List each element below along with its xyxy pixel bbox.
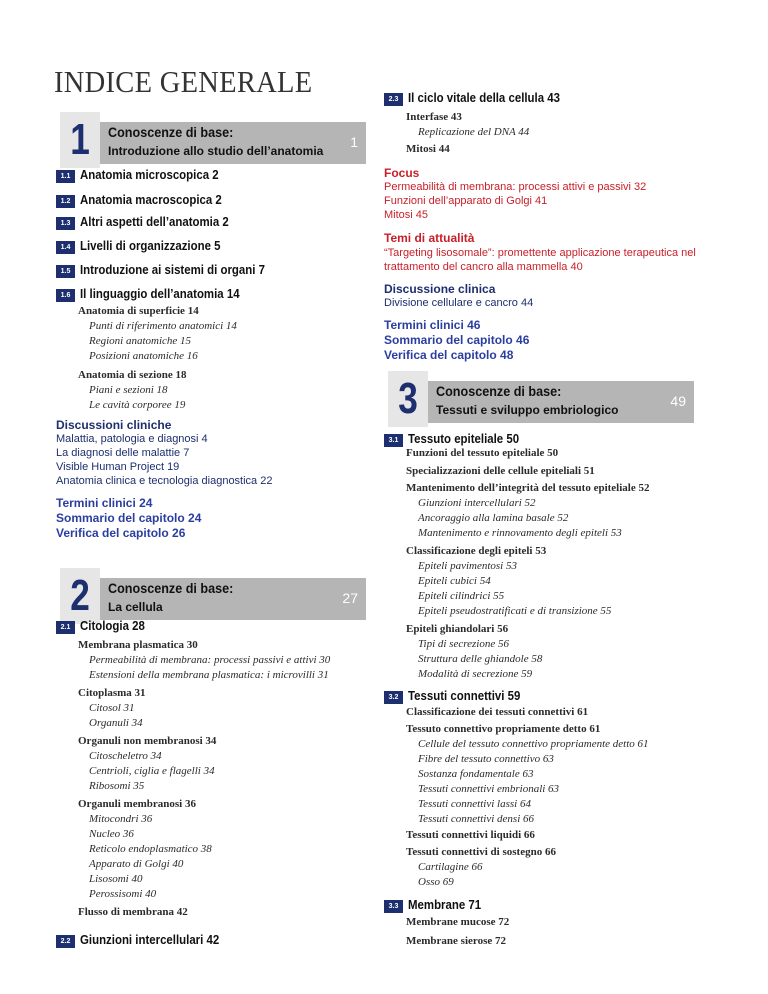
toc-subsection[interactable]: Mitosi 44 xyxy=(406,143,450,155)
chapter-2-header[interactable] xyxy=(60,571,366,620)
section-3-2[interactable]: 3.2 Tessuti connettivi 59 xyxy=(384,688,536,704)
toc-subsection[interactable]: Organuli non membranosi 34 xyxy=(78,735,217,747)
toc-item[interactable]: Epiteli cilindrici 55 xyxy=(418,590,505,602)
section-3-1[interactable]: 3.1 Tessuto epiteliale 50 xyxy=(384,431,534,447)
toc-item[interactable]: Cartilagine 66 xyxy=(418,861,483,873)
toc-item[interactable]: Piani e sezioni 18 xyxy=(89,384,168,396)
chapter-title: Conoscenze di base: xyxy=(436,383,562,399)
toc-item[interactable]: Mantenimento e rinnovamento degli epiteli 53 xyxy=(418,527,622,539)
chapter-page: 1 xyxy=(350,134,358,150)
toc-item[interactable]: Permeabilità di membrana: processi passivi e attivi 30 xyxy=(89,654,331,666)
toc-subsection[interactable]: Mantenimento dell’integrità del tessuto epiteliale 52 xyxy=(406,482,650,494)
toc-subsection[interactable]: Anatomia di sezione 18 xyxy=(78,369,187,381)
toc-item[interactable]: Regioni anatomiche 15 xyxy=(89,335,192,347)
section-2-2[interactable]: 2.2 Giunzioni intercellulari 42 xyxy=(56,932,238,948)
toc-item[interactable]: Tessuti connettivi embrionali 63 xyxy=(418,783,560,795)
chapter-3-header[interactable] xyxy=(388,374,694,423)
toc-subsection[interactable]: Classificazione degli epiteli 53 xyxy=(406,545,547,557)
toc-item[interactable]: Fibre del tessuto connettivo 63 xyxy=(418,753,554,765)
toc-item[interactable]: Posizioni anatomiche 16 xyxy=(89,350,198,362)
toc-subsection[interactable]: Funzioni del tessuto epiteliale 50 xyxy=(406,447,559,459)
clinical-terms-link[interactable]: Termini clinici 46 xyxy=(384,318,481,332)
current-topic-link[interactable]: “Targeting lisosomale”: promettente applicazione terapeutica nel xyxy=(384,247,696,259)
toc-item[interactable]: Tessuti connettivi densi 66 xyxy=(418,813,535,825)
chapter-summary-link[interactable]: Sommario del capitolo 46 xyxy=(384,333,530,347)
toc-item[interactable]: Nucleo 36 xyxy=(89,828,134,840)
toc-item[interactable]: Cellule del tessuto connettivo propriamente detto 61 xyxy=(418,738,649,750)
focus-link[interactable]: Permeabilità di membrana: processi attivi e passivi 32 xyxy=(384,181,647,193)
toc-item[interactable]: Osso 69 xyxy=(418,876,454,888)
section-1-4[interactable]: 1.4 Livelli di organizzazione 5 xyxy=(56,238,240,254)
toc-item[interactable]: Apparato di Golgi 40 xyxy=(89,858,184,870)
toc-item[interactable]: Tessuti connettivi lassi 64 xyxy=(418,798,531,810)
toc-item[interactable]: Lisosomi 40 xyxy=(89,873,143,885)
chapter-1-header[interactable] xyxy=(60,115,366,164)
chapter-number-box: 3 xyxy=(388,371,428,427)
toc-subsection[interactable]: Interfase 43 xyxy=(406,111,462,123)
chapter-summary-link[interactable]: Sommario del capitolo 24 xyxy=(56,511,202,525)
toc-subsection[interactable]: Epiteli ghiandolari 56 xyxy=(406,623,509,635)
toc-subsection[interactable]: Membrane sierose 72 xyxy=(406,935,506,947)
toc-subsection[interactable]: Specializzazioni delle cellule epiteliali 51 xyxy=(406,465,595,477)
toc-item[interactable]: Epiteli cubici 54 xyxy=(418,575,491,587)
focus-heading: Focus xyxy=(384,166,420,180)
section-1-3[interactable]: 1.3 Altri aspetti dell’anatomia 2 xyxy=(56,214,249,230)
toc-subsection[interactable]: Tessuti connettivi di sostegno 66 xyxy=(406,846,556,858)
toc-item[interactable]: Perossisomi 40 xyxy=(89,888,157,900)
toc-item[interactable]: Punti di riferimento anatomici 14 xyxy=(89,320,237,332)
toc-subsection[interactable]: Anatomia di superficie 14 xyxy=(78,305,199,317)
toc-item[interactable]: Giunzioni intercellulari 52 xyxy=(418,497,536,509)
chapter-title: Conoscenze di base: xyxy=(108,580,234,596)
toc-item[interactable]: Epiteli pseudostratificati e di transizione 55 xyxy=(418,605,612,617)
toc-subsection[interactable]: Membrane mucose 72 xyxy=(406,916,510,928)
section-1-5[interactable]: 1.5 Introduzione ai sistemi di organi 7 xyxy=(56,262,290,278)
toc-item[interactable]: Le cavità corporee 19 xyxy=(89,399,186,411)
current-topic-link-cont[interactable]: trattamento del cancro alla mammella 40 xyxy=(384,261,583,273)
toc-subsection[interactable]: Flusso di membrana 42 xyxy=(78,906,188,918)
toc-subsection[interactable]: Classificazione dei tessuti connettivi 61 xyxy=(406,706,589,718)
clinical-terms-link[interactable]: Termini clinici 24 xyxy=(56,496,153,510)
clinical-discussions-heading: Discussioni cliniche xyxy=(56,418,172,432)
chapter-subtitle: La cellula xyxy=(108,600,163,614)
toc-subsection[interactable]: Membrana plasmatica 30 xyxy=(78,639,198,651)
section-1-1[interactable]: 1.1 Anatomia microscopica 2 xyxy=(56,167,238,183)
section-2-3[interactable]: 2.3 Il ciclo vitale della cellula 43 xyxy=(384,90,581,106)
toc-item[interactable]: Ancoraggio alla lamina basale 52 xyxy=(418,512,569,524)
toc-item[interactable]: Sostanza fondamentale 63 xyxy=(418,768,534,780)
focus-link[interactable]: Mitosi 45 xyxy=(384,209,429,221)
toc-item[interactable]: Citoscheletro 34 xyxy=(89,750,162,762)
toc-item[interactable]: Replicazione del DNA 44 xyxy=(418,126,530,138)
toc-item[interactable]: Estensioni della membrana plasmatica: i microvilli 31 xyxy=(89,669,329,681)
section-3-3[interactable]: 3.3 Membrane 71 xyxy=(384,897,491,913)
current-topics-heading: Temi di attualità xyxy=(384,231,475,245)
toc-item[interactable]: Mitocondri 36 xyxy=(89,813,153,825)
clinical-discussion-link[interactable]: Visible Human Project 19 xyxy=(56,461,180,473)
toc-item[interactable]: Centrioli, ciglia e flagelli 34 xyxy=(89,765,215,777)
clinical-discussion-link[interactable]: La diagnosi delle malattie 7 xyxy=(56,447,190,459)
toc-item[interactable]: Epiteli pavimentosi 53 xyxy=(418,560,517,572)
chapter-subtitle: Introduzione allo studio dell’anatomia xyxy=(108,144,324,158)
section-2-1[interactable]: 2.1 Citologia 28 xyxy=(56,618,154,634)
chapter-page: 27 xyxy=(342,590,358,606)
toc-item[interactable]: Struttura delle ghiandole 58 xyxy=(418,653,543,665)
chapter-number-box: 1 xyxy=(60,112,100,168)
clinical-discussion-link[interactable]: Anatomia clinica e tecnologia diagnostica 22 xyxy=(56,475,273,487)
chapter-page: 49 xyxy=(670,393,686,409)
chapter-review-link[interactable]: Verifica del capitolo 26 xyxy=(56,526,186,540)
toc-item[interactable]: Tipi di secrezione 56 xyxy=(418,638,509,650)
chapter-subtitle: Tessuti e sviluppo embriologico xyxy=(436,403,619,417)
section-1-2[interactable]: 1.2 Anatomia macroscopica 2 xyxy=(56,192,241,208)
clinical-discussion-link[interactable]: Malattia, patologia e diagnosi 4 xyxy=(56,433,208,445)
toc-item[interactable]: Modalità di secrezione 59 xyxy=(418,668,533,680)
section-1-6[interactable]: 1.6 Il linguaggio dell’anatomia 14 xyxy=(56,286,261,302)
chapter-review-link[interactable]: Verifica del capitolo 48 xyxy=(384,348,514,362)
toc-item[interactable]: Organuli 34 xyxy=(89,717,143,729)
chapter-number-box: 2 xyxy=(60,568,100,624)
clinical-discussion-link[interactable]: Divisione cellulare e cancro 44 xyxy=(384,297,534,309)
toc-subsection[interactable]: Tessuti connettivi liquidi 66 xyxy=(406,829,535,841)
chapter-title: Conoscenze di base: xyxy=(108,124,234,140)
focus-link[interactable]: Funzioni dell’apparato di Golgi 41 xyxy=(384,195,548,207)
clinical-discussion-heading: Discussione clinica xyxy=(384,282,496,296)
toc-item[interactable]: Ribosomi 35 xyxy=(89,780,145,792)
toc-item[interactable]: Citosol 31 xyxy=(89,702,135,714)
toc-subsection[interactable]: Organuli membranosi 36 xyxy=(78,798,196,810)
toc-subsection[interactable]: Citoplasma 31 xyxy=(78,687,146,699)
toc-subsection[interactable]: Tessuto connettivo propriamente detto 61 xyxy=(406,723,601,735)
toc-item[interactable]: Reticolo endoplasmatico 38 xyxy=(89,843,212,855)
page-title: INDICE GENERALE xyxy=(54,64,313,99)
